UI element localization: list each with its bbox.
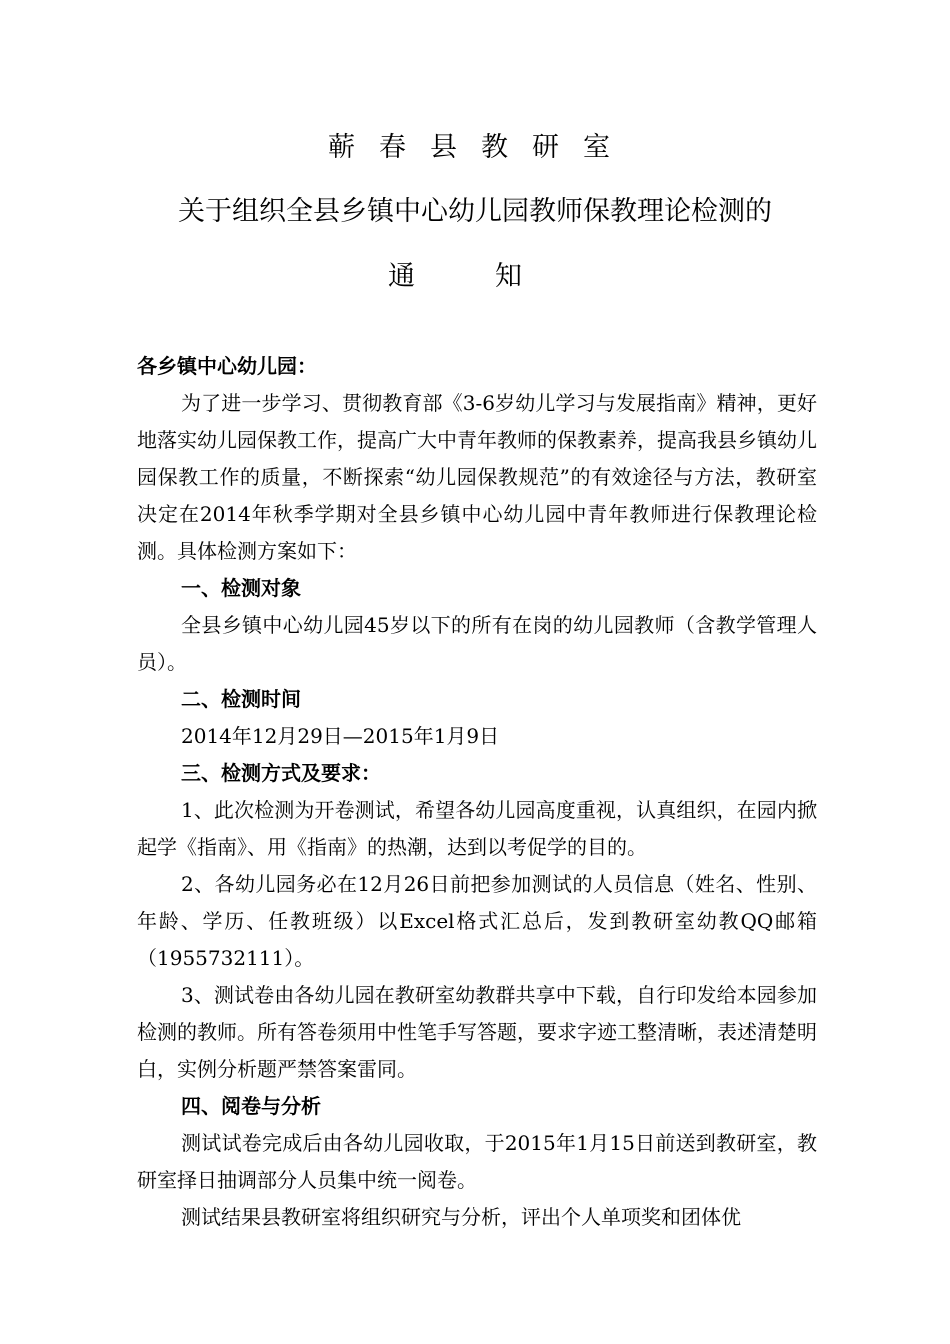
notice-subject-title: 关于组织全县乡镇中心幼儿园教师保教理论检测的 <box>178 196 772 227</box>
section-paragraph: 测试试卷完成后由各幼儿园收取，于2015年1月15日前送到教研室，教研室择日抽调部分人员集中统一阅卷。 <box>137 1131 817 1192</box>
section-heading: 四、阅卷与分析 <box>181 1094 321 1118</box>
issuer-title: 蕲春县教研室 <box>328 132 634 163</box>
intro-paragraph: 为了进一步学习、贯彻教育部《3-6岁幼儿学习与发展指南》精神，更好地落实幼儿园保教工作，提高广大中青年教师的保教素养，提高我县乡镇幼儿园保教工作的质量，不断探索“幼儿园保教规范”的有效途径与方法，教研室决定在2014年秋季学期对全县乡镇中心幼儿园中青年教师进行保教理论检测。具体检测方案如下： <box>137 391 817 563</box>
section-paragraph: 1、此次检测为开卷测试，希望各幼儿园高度重视，认真组织，在园内掀起学《指南》、用《指南》的热潮，达到以考促学的目的。 <box>137 798 817 859</box>
addressee: 各乡镇中心幼儿园： <box>137 354 317 378</box>
section-paragraph: 3、测试卷由各幼儿园在教研室幼教群共享中下载，自行印发给本园参加检测的教师。所有答卷须用中性笔手写答题，要求字迹工整清晰，表述清楚明白，实例分析题严禁答案雷同。 <box>137 983 817 1081</box>
section-paragraph: 2、各幼儿园务必在12月26日前把参加测试的人员信息（姓名、性别、年龄、学历、任教班级）以Excel格式汇总后，发到教研室幼教QQ邮箱（1955732111）。 <box>137 872 817 970</box>
section-heading: 一、检测对象 <box>181 576 301 600</box>
notice-body <box>137 348 817 1236</box>
section-heading: 二、检测时间 <box>181 687 301 711</box>
section-paragraph: 全县乡镇中心幼儿园45岁以下的所有在岗的幼儿园教师（含教学管理人员）。 <box>137 613 817 674</box>
notice-title: 通知 <box>388 261 602 292</box>
section-heading: 三、检测方式及要求： <box>181 761 381 785</box>
section-paragraph: 测试结果县教研室将组织研究与分析，评出个人单项奖和团体优 <box>181 1205 741 1229</box>
section-paragraph: 2014年12月29日—2015年1月9日 <box>181 724 500 748</box>
